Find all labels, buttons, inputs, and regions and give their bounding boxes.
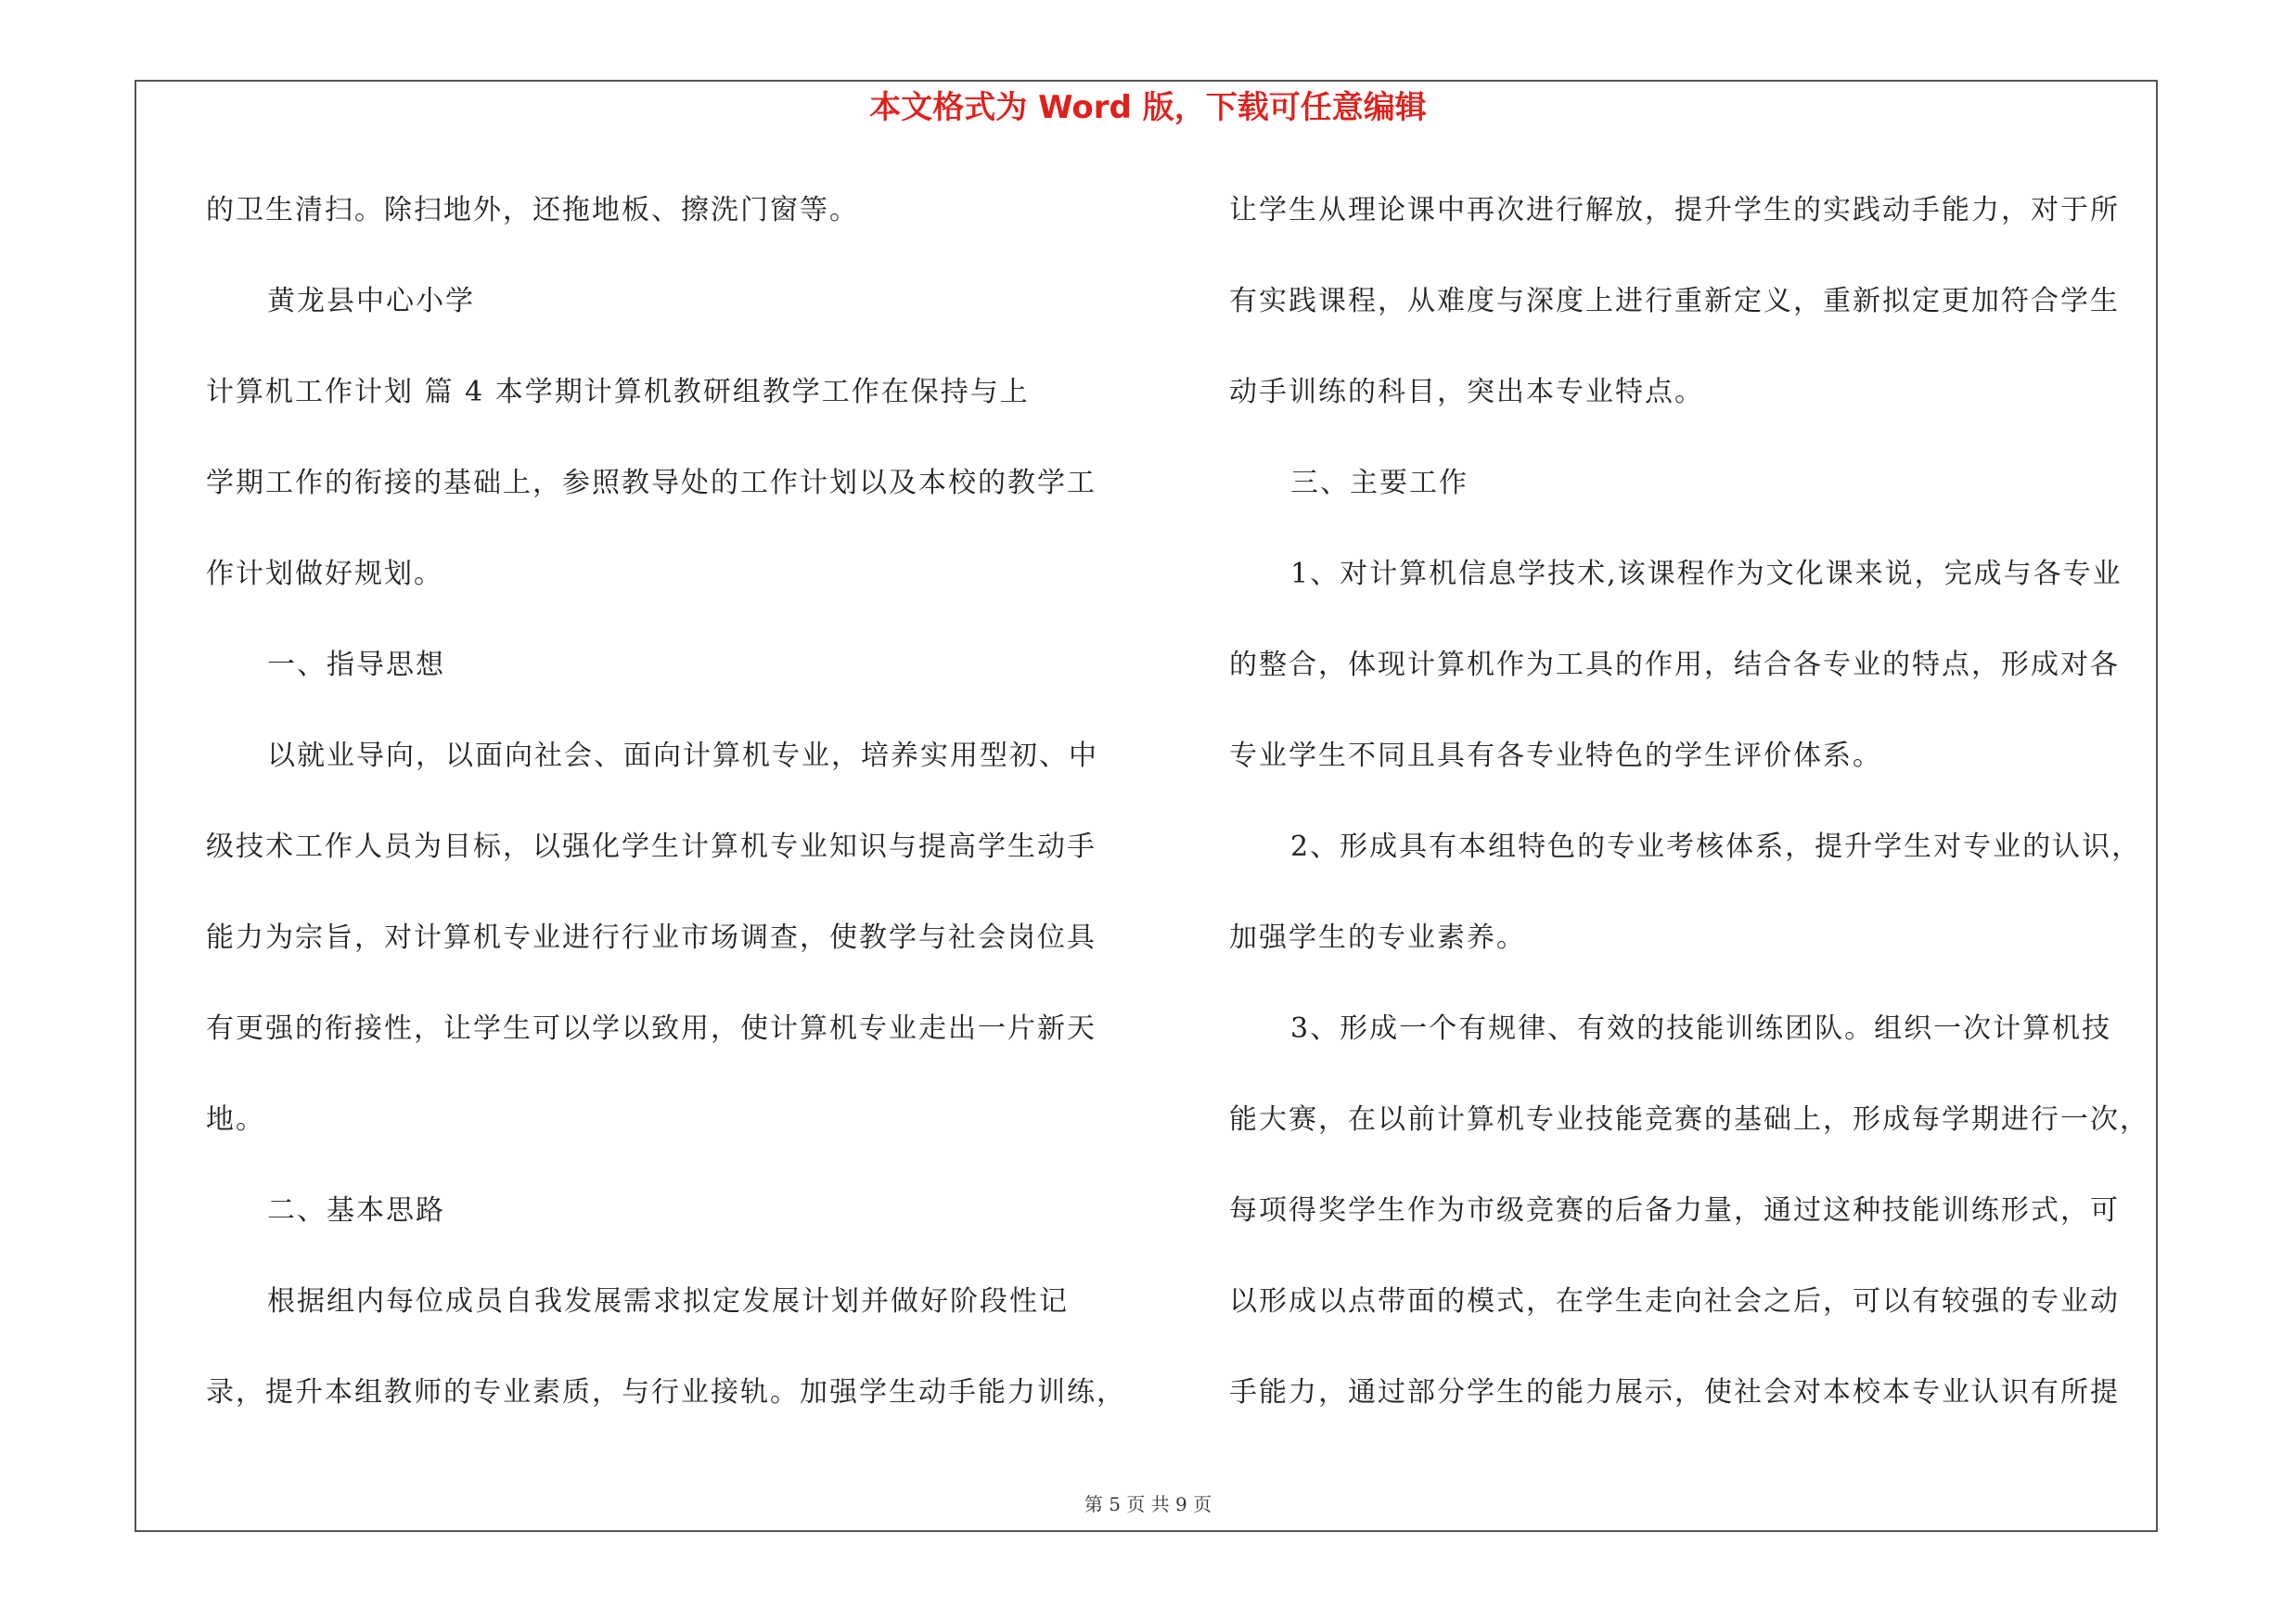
format-banner: 本文格式为 Word 版，下载可任意编辑 bbox=[869, 89, 1427, 126]
text-line: 根据组内每位成员自我发展需求拟定发展计划并做好阶段性记 bbox=[267, 1285, 1069, 1318]
text-line: 地。 bbox=[206, 1103, 265, 1136]
text-line: 计算机工作计划 篇 4 本学期计算机教研组教学工作在保持与上 bbox=[206, 376, 1030, 408]
text-line: 1、对计算机信息学技术,该课程作为文化课来说，完成与各专业 bbox=[1290, 558, 2123, 590]
text-line: 加强学生的专业素养。 bbox=[1229, 921, 1526, 954]
text-line: 能大赛，在以前计算机专业技能竞赛的基础上，形成每学期进行一次， bbox=[1229, 1103, 2149, 1136]
text-line: 三、主要工作 bbox=[1290, 467, 1469, 499]
text-line: 手能力，通过部分学生的能力展示，使社会对本校本专业认识有所提 bbox=[1229, 1376, 2120, 1409]
text-line: 级技术工作人员为目标，以强化学生计算机专业知识与提高学生动手 bbox=[206, 831, 1097, 863]
text-line: 黄龙县中心小学 bbox=[267, 285, 475, 317]
text-line: 有实践课程，从难度与深度上进行重新定义，重新拟定更加符合学生 bbox=[1229, 285, 2120, 317]
text-line: 以形成以点带面的模式，在学生走向社会之后，可以有较强的专业动 bbox=[1229, 1285, 2120, 1318]
text-line: 专业学生不同且具有各专业特色的学生评价体系。 bbox=[1229, 740, 1882, 772]
text-line: 二、基本思路 bbox=[267, 1194, 445, 1227]
text-line: 有更强的衔接性，让学生可以学以致用，使计算机专业走出一片新天 bbox=[206, 1012, 1097, 1045]
text-line: 作计划做好规划。 bbox=[206, 558, 443, 590]
text-line: 2、形成具有本组特色的专业考核体系，提升学生对专业的认识， bbox=[1290, 831, 2142, 863]
text-line: 能力为宗旨，对计算机专业进行行业市场调查，使教学与社会岗位具 bbox=[206, 921, 1097, 954]
text-line: 的卫生清扫。除扫地外，还拖地板、擦洗门窗等。 bbox=[206, 194, 859, 226]
text-line: 3、形成一个有规律、有效的技能训练团队。组织一次计算机技 bbox=[1290, 1012, 2112, 1045]
text-line: 动手训练的科目，突出本专业特点。 bbox=[1229, 376, 1704, 408]
text-line: 以就业导向，以面向社会、面向计算机专业，培养实用型初、中 bbox=[267, 740, 1098, 772]
text-line: 学期工作的衔接的基础上，参照教导处的工作计划以及本校的教学工 bbox=[206, 467, 1097, 499]
text-line: 每项得奖学生作为市级竞赛的后备力量，通过这种技能训练形式，可 bbox=[1229, 1194, 2120, 1227]
text-line: 让学生从理论课中再次进行解放，提升学生的实践动手能力，对于所 bbox=[1229, 194, 2120, 226]
text-line: 一、指导思想 bbox=[267, 649, 445, 681]
right-column bbox=[1229, 184, 2148, 1457]
text-line: 录，提升本组教师的专业素质，与行业接轨。加强学生动手能力训练， bbox=[206, 1376, 1126, 1409]
page-number-footer: 第 5 页 共 9 页 bbox=[1084, 1493, 1212, 1515]
left-column bbox=[206, 184, 1124, 1457]
text-line: 的整合，体现计算机作为工具的作用，结合各专业的特点，形成对各 bbox=[1229, 649, 2120, 681]
